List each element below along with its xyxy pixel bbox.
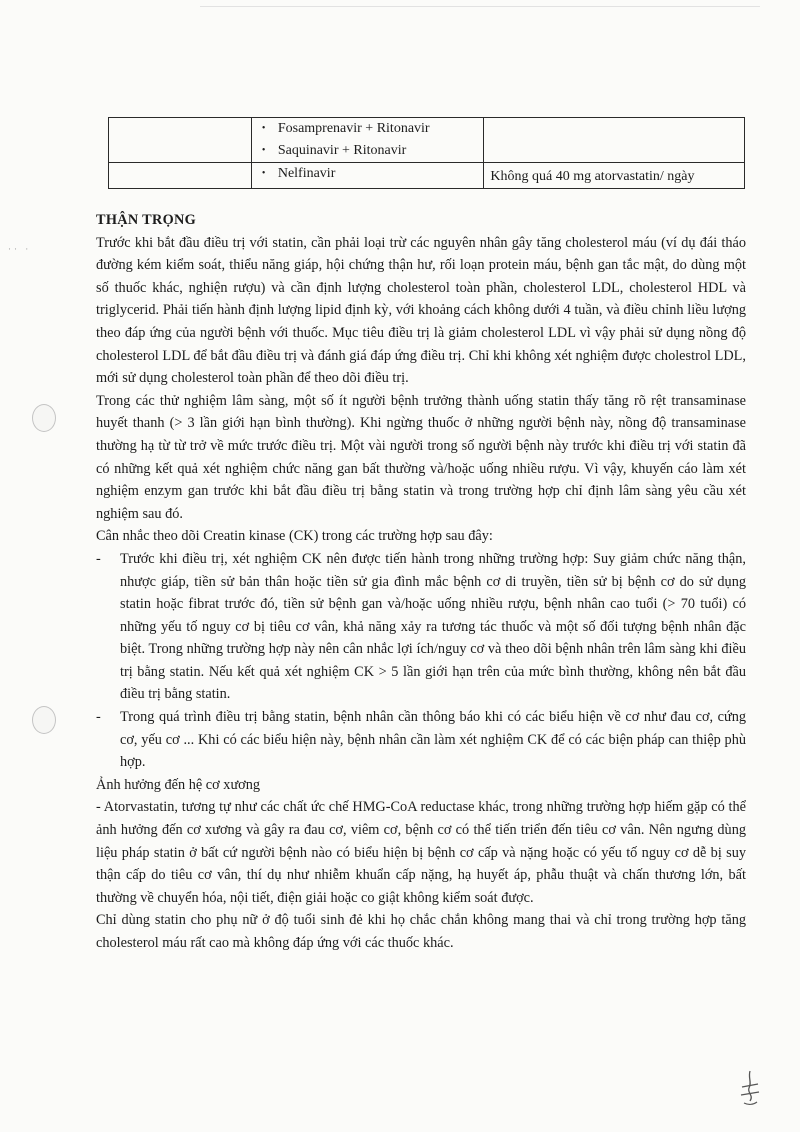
paragraph: Cân nhắc theo dõi Creatin kinase (CK) trong các trường hợp sau đây: bbox=[96, 528, 493, 545]
paragraph: Trước khi điều trị, xét nghiệm CK nên được tiến hành trong những trường hợp: Suy giảm chức năng thận, nhược giáp, tiền sử bản thân hoặc tiền sử gia đình mắc bệnh cơ di truyền, tiền sử bị bệnh cơ do sử dụng statin hoặc fibrat trước đó, tiền sử bệnh gan và/hoặc uống nhiều rượu, bệnh nhân cao tuổi (> 70 tuổi) có những yếu tố nguy cơ bị tiêu cơ vân, khả năng xảy ra tương tác thuốc và một số đối tượng bệnh nhân đặc biệt. Trong những trường hợp này nên cân nhắc lợi ích/nguy cơ và theo dõi bệnh nhân trên lâm sàng khi điều trị bằng statin. Nếu kết quả xét nghiệm CK > 5 lần giới hạn trên của mức bình thường, không nên bắt đầu điều trị bằng statin. bbox=[120, 550, 746, 703]
dash-icon: - bbox=[96, 550, 101, 567]
paragraph: Chỉ dùng statin cho phụ nữ ở độ tuổi sinh đẻ khi họ chắc chắn không mang thai và chỉ trong trường hợp tăng cholesterol máu rất cao mà không đáp ứng với các thuốc khác. bbox=[96, 912, 746, 951]
punch-hole-icon bbox=[32, 404, 56, 432]
scan-edge-line bbox=[200, 6, 760, 7]
section-heading: THẬN TRỌNG bbox=[96, 212, 197, 228]
table-row bbox=[109, 118, 745, 163]
paragraph: Trong các thử nghiệm lâm sàng, một số ít người bệnh trưởng thành uống statin thấy tăng rõ rệt transaminase huyết thanh (> 3 lần giới hạn bình thường). Khi ngừng thuốc ở những người bệnh này, nồng độ transaminase thường hạ từ từ trở về mức trước điều trị. Một vài người trong số người bệnh này trước khi điều trị với statin đã có những kết quả xét nghiệm chức năng gan bất thường và/hoặc uống nhiều rượu. Vì vậy, khuyến cáo làm xét nghiệm enzym gan trước khi bắt đầu điều trị bằng statin và trong trường hợp chỉ định lâm sàng yêu cầu xét nghiệm sau đó. bbox=[96, 392, 746, 522]
drug-name: Nelfinavir bbox=[277, 166, 336, 181]
table-cell-empty bbox=[484, 118, 745, 163]
precautions-section bbox=[96, 209, 746, 955]
table-cell-empty bbox=[109, 163, 252, 189]
subheading: Ảnh hưởng đến hệ cơ xương bbox=[96, 776, 261, 793]
table-cell-empty bbox=[109, 118, 252, 163]
list-item bbox=[252, 163, 484, 185]
bullet-icon: • bbox=[261, 123, 266, 134]
list-item bbox=[252, 118, 484, 140]
paragraph: - Atorvastatin, tương tự như các chất ức chế HMG-CoA reductase khác, trong những trường hợp hiếm gặp có thể ảnh hưởng đến cơ xương và gây ra đau cơ, viêm cơ, bệnh cơ có thể tiến triển đến tiêu cơ vân. Nên ngưng dùng liệu pháp statin ở bất cứ người bệnh nào có biểu hiện bị bệnh cơ cấp và nặng hoặc có yếu tố nguy cơ dễ bị suy thận cấp do tiêu cơ vân, thí dụ như nhiễm khuẩn cấp nặng, hạ huyết áp, phẫu thuật và chấn thương lớn, bất thường về chuyển hóa, nội tiết, điện giải hoặc co giật không kiểm soát được. bbox=[96, 799, 746, 906]
drug-name: Fosamprenavir + Ritonavir bbox=[277, 121, 430, 136]
dash-list-item bbox=[96, 548, 746, 706]
drug-name: Saquinavir + Ritonavir bbox=[277, 143, 407, 158]
table-cell-drugs bbox=[251, 163, 484, 189]
paragraph: Trước khi bắt đầu điều trị với statin, cần phải loại trừ các nguyên nhân gây tăng cholesterol máu (ví dụ đái tháo đường kém kiểm soát, thiểu năng giáp, hội chứng thận hư, rối loạn protein máu, bệnh gan tắc mật, do dùng một số thuốc khác, nghiện rượu) và cần định lượng cholesterol toàn phần, cholesterol LDL, cholesterol HDL và triglycerid. Phải tiến hành định lượng lipid định kỳ, với khoảng cách không dưới 4 tuần, và điều chỉnh liều lượng theo đáp ứng của người bệnh với thuốc. Mục tiêu điều trị là giảm cholesterol LDL vì vậy phải sử dụng nồng độ cholesterol LDL để bắt đầu điều trị và đánh giá đáp ứng điều trị. Chỉ khi không xét nghiệm được cholestrol LDL, mới sử dụng cholesterol toàn phần để theo dõi điều trị. bbox=[96, 234, 746, 387]
signature-mark-icon bbox=[736, 1068, 764, 1113]
table-row bbox=[109, 163, 745, 189]
drug-interaction-table bbox=[108, 117, 745, 189]
table-cell-dose bbox=[484, 163, 745, 189]
bullet-icon: • bbox=[261, 168, 266, 179]
dash-list-item bbox=[96, 706, 746, 774]
dash-icon: - bbox=[96, 709, 101, 726]
bullet-icon: • bbox=[261, 145, 266, 156]
scan-speck: ·· · bbox=[8, 244, 32, 254]
paragraph: Trong quá trình điều trị bằng statin, bệnh nhân cần thông báo khi có các biểu hiện về cơ như đau cơ, cứng cơ, yếu cơ ... Khi có các biểu hiện này, bệnh nhân cần làm xét nghiệm CK để có các biện pháp can thiệp phù hợp. bbox=[120, 709, 746, 771]
punch-hole-icon bbox=[32, 706, 56, 734]
list-item bbox=[252, 140, 484, 162]
table-cell-drugs bbox=[251, 118, 484, 163]
dose-recommendation: Không quá 40 mg atorvastatin/ ngày bbox=[490, 169, 695, 184]
